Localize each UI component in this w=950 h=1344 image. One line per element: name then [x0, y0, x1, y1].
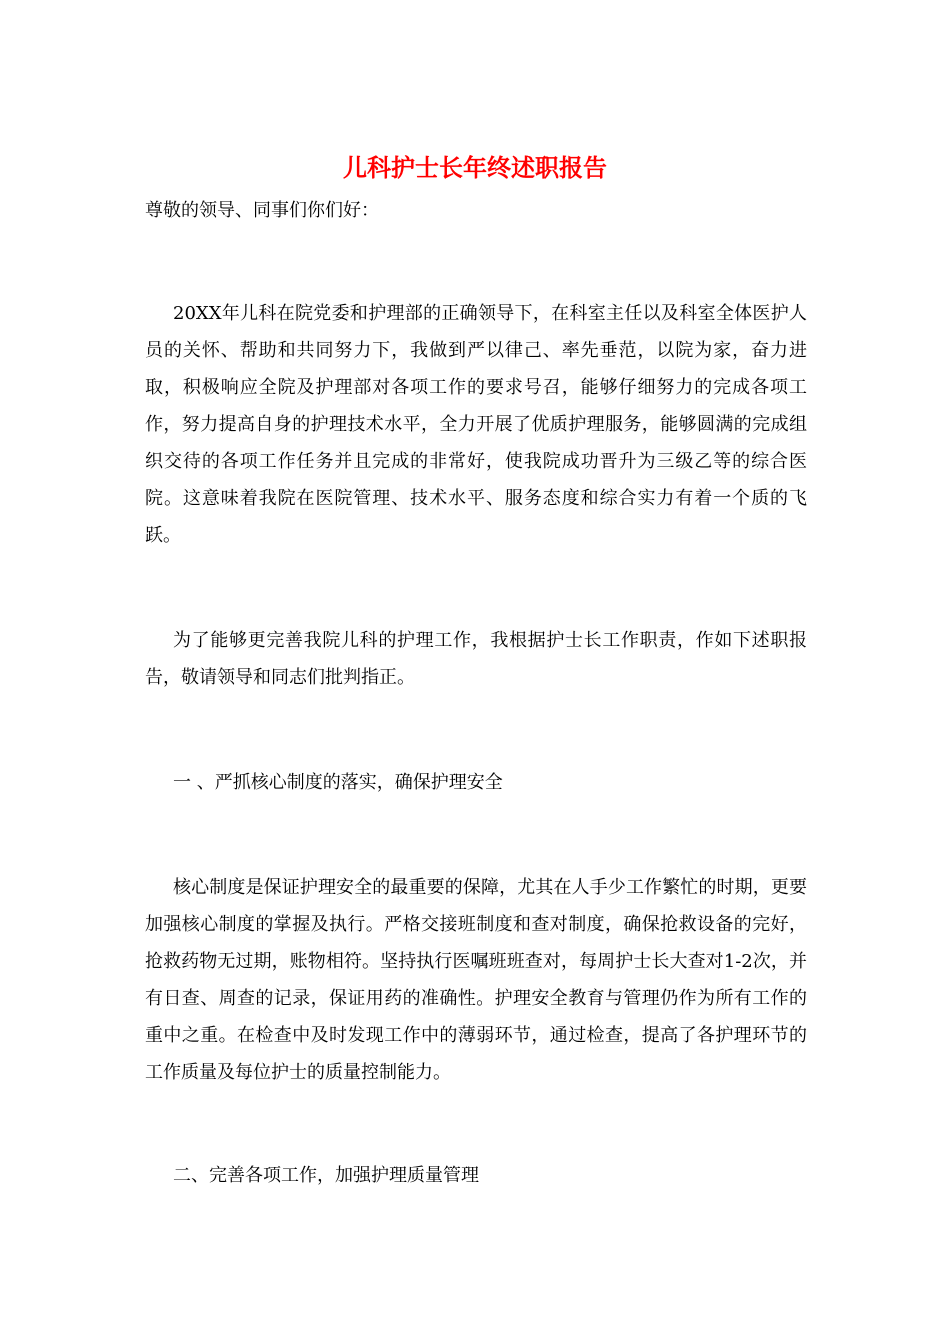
- greeting: 尊敬的领导、同事们你们好：: [145, 200, 379, 221]
- paragraph-purpose: 为了能够更完善我院儿科的护理工作，我根据护士长工作职责，作如下述职报告，敬请领导和同志们批判指正。: [145, 630, 807, 688]
- document-title: 儿科护士长年终述职报告: [343, 153, 607, 182]
- section-heading-2: 二、完善各项工作，加强护理质量管理: [173, 1165, 479, 1186]
- section-heading-1: 一 、严抓核心制度的落实，确保护理安全: [173, 772, 503, 793]
- paragraph-intro: 20XX年儿科在院党委和护理部的正确领导下，在科室主任以及科室全体医护人员的关怀、帮助和共同努力下，我做到严以律己、率先垂范，以院为家，奋力进取，积极响应全院及护理部对各项工作的要求号召，能够仔细努力的完成各项工作，努力提高自身的护理技术水平，全力开展了优质护理服务，能够圆满的完成组织交待的各项工作任务并且完成的非常好，使我院成功晋升为三级乙等的综合医院。这意味着我院在医院管理、技术水平、服务态度和综合实力有着一个质的飞跃。: [145, 303, 807, 546]
- paragraph-core-system: 核心制度是保证护理安全的最重要的保障，尤其在人手少工作繁忙的时期，更要加强核心制度的掌握及执行。严格交接班制度和查对制度，确保抢救设备的完好，抢救药物无过期，账物相符。坚持执行医嘱班班查对，每周护士长大查对1-2次，并有日查、周查的记录，保证用药的准确性。护理安全教育与管理仍作为所有工作的重中之重。在检查中及时发现工作中的薄弱环节，通过检查，提高了各护理环节的工作质量及每位护士的质量控制能力。: [145, 877, 807, 1083]
